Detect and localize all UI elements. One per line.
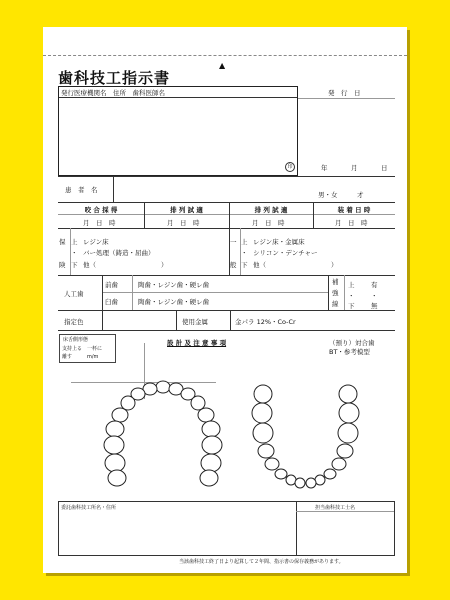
insurance-side-bottom: 険 <box>59 261 66 269</box>
perforation-line <box>43 55 407 56</box>
tear-arrow-icon: ▲ <box>219 61 226 70</box>
lab-name-field[interactable] <box>59 512 295 554</box>
insurance-line-3[interactable]: 他（ ） <box>83 261 168 269</box>
seal-icon: 印 <box>285 162 295 172</box>
anterior-value[interactable]: 陶歯・レジン歯・硬レ歯 <box>138 281 210 289</box>
reinforce-label-2: 強 <box>332 289 339 297</box>
schedule-header-tryin-1: 排 列 試 適 <box>170 206 203 214</box>
lower-marker-2: 下 <box>241 261 248 269</box>
upper-marker: 上 <box>71 238 78 246</box>
artificial-teeth-label: 人工歯 <box>64 290 84 298</box>
general-line-2[interactable]: シリコン・デンチャー <box>253 249 318 257</box>
dot-marker-2: ・ <box>241 249 248 257</box>
technician-label: 担当歯科技工士名 <box>315 505 356 511</box>
prescription-form: ▲ 歯科技工指示書 発行医療機関名 住所 歯科医師名 印 発 行 日 年 月 日 患 者 名 男・女 才 咬 合 採 得 排 列 試 適 排 列 試 適 装 着 日 時 月 日 時 月 日 時 月 日 時 月 日 時 保 険 上 ・ 下 レジン床 バー処理（鋳造・屈曲） 他（ ） 一 般 上 ・ 下 レジン床・金属床 シリコン・デンチャー 他（ ） 人工歯 前歯 陶歯・レジン歯・硬レ歯 臼歯 陶歯・レジン歯・硬レ歯 補 強 線 上 ・ 下 有 ・ 無 指定色 使用金属 金パラ 12%・Co-Cr 床舌側形態 支持上る 一杯に 離す m/m 設 計 及 注 意 事 項 （預り）対合歯 BT・参考模型 委託歯科技工所名・住所 担当歯科技工士名 当該歯科技工終了日より起算して２年間、指示書の保存義務があります。 <box>43 27 407 573</box>
lower-arch-diagram[interactable] <box>248 382 363 492</box>
metal-label: 使用金属 <box>182 318 208 326</box>
issuer-box[interactable] <box>58 86 298 176</box>
schedule-cell-tryin-1[interactable]: 月 日 時 <box>167 219 200 227</box>
reinforce-yes[interactable]: 有 <box>371 281 378 289</box>
denture-form-label: 床舌側形態 <box>63 337 89 343</box>
lower-marker: 下 <box>71 261 78 269</box>
shade-label: 指定色 <box>64 318 84 326</box>
issue-year: 年 <box>321 164 328 172</box>
retention-notice: 当該歯科技工終了日より起算して２年間、指示書の保存義務があります。 <box>179 559 344 565</box>
schedule-cell-delivery[interactable]: 月 日 時 <box>335 219 368 227</box>
general-side-bottom: 般 <box>230 261 237 269</box>
design-notes-title: 設 計 及 注 意 事 項 <box>167 339 227 347</box>
general-side-top: 一 <box>230 238 237 246</box>
form-title: 歯科技工指示書 <box>58 69 171 87</box>
lab-name-label: 委託歯科技工所名・住所 <box>61 505 117 511</box>
upper-arch-diagram[interactable] <box>98 377 228 487</box>
schedule-cell-bite[interactable]: 月 日 時 <box>83 219 116 227</box>
design-note-1: （預り）対合歯 <box>329 339 375 347</box>
posterior-value[interactable]: 陶歯・レジン歯・硬レ歯 <box>138 298 210 306</box>
posterior-label: 臼歯 <box>105 298 118 306</box>
schedule-cell-tryin-2[interactable]: 月 日 時 <box>252 219 285 227</box>
insurance-line-1[interactable]: レジン床 <box>83 238 109 246</box>
issue-month: 月 <box>351 164 358 172</box>
insurance-side-top: 保 <box>59 238 66 246</box>
issuer-label: 発行医療機関名 住所 歯科医師名 <box>61 89 165 97</box>
metal-value[interactable]: 金パラ 12%・Co-Cr <box>235 318 296 326</box>
general-line-1[interactable]: レジン床・金属床 <box>253 238 305 246</box>
denture-line-1: 支持上る 一杯に <box>62 346 103 352</box>
schedule-header-tryin-2: 排 列 試 適 <box>254 206 288 214</box>
upper-marker-2: 上 <box>241 238 248 246</box>
patient-label: 患 者 名 <box>65 186 98 194</box>
design-note-2: BT・参考模型 <box>329 348 370 356</box>
general-line-3[interactable]: 他（ ） <box>253 261 338 269</box>
issue-day: 日 <box>381 164 388 172</box>
schedule-header-delivery: 装 着 日 時 <box>337 206 371 214</box>
insurance-line-2[interactable]: バー処理（鋳造・屈曲） <box>83 249 155 257</box>
sex-age: 男・女 才 <box>318 191 364 199</box>
dot-marker: ・ <box>71 249 78 257</box>
reinforce-no[interactable]: 無 <box>371 302 378 310</box>
schedule-header-bite: 咬 合 採 得 <box>84 206 118 214</box>
issue-date-label: 発 行 日 <box>328 89 361 97</box>
reinforce-label-1: 補 <box>332 278 339 286</box>
technician-field[interactable] <box>298 513 393 554</box>
reinforce-label-3: 線 <box>332 300 339 308</box>
denture-line-2: 離す m/m <box>62 354 99 360</box>
anterior-label: 前歯 <box>105 281 118 289</box>
